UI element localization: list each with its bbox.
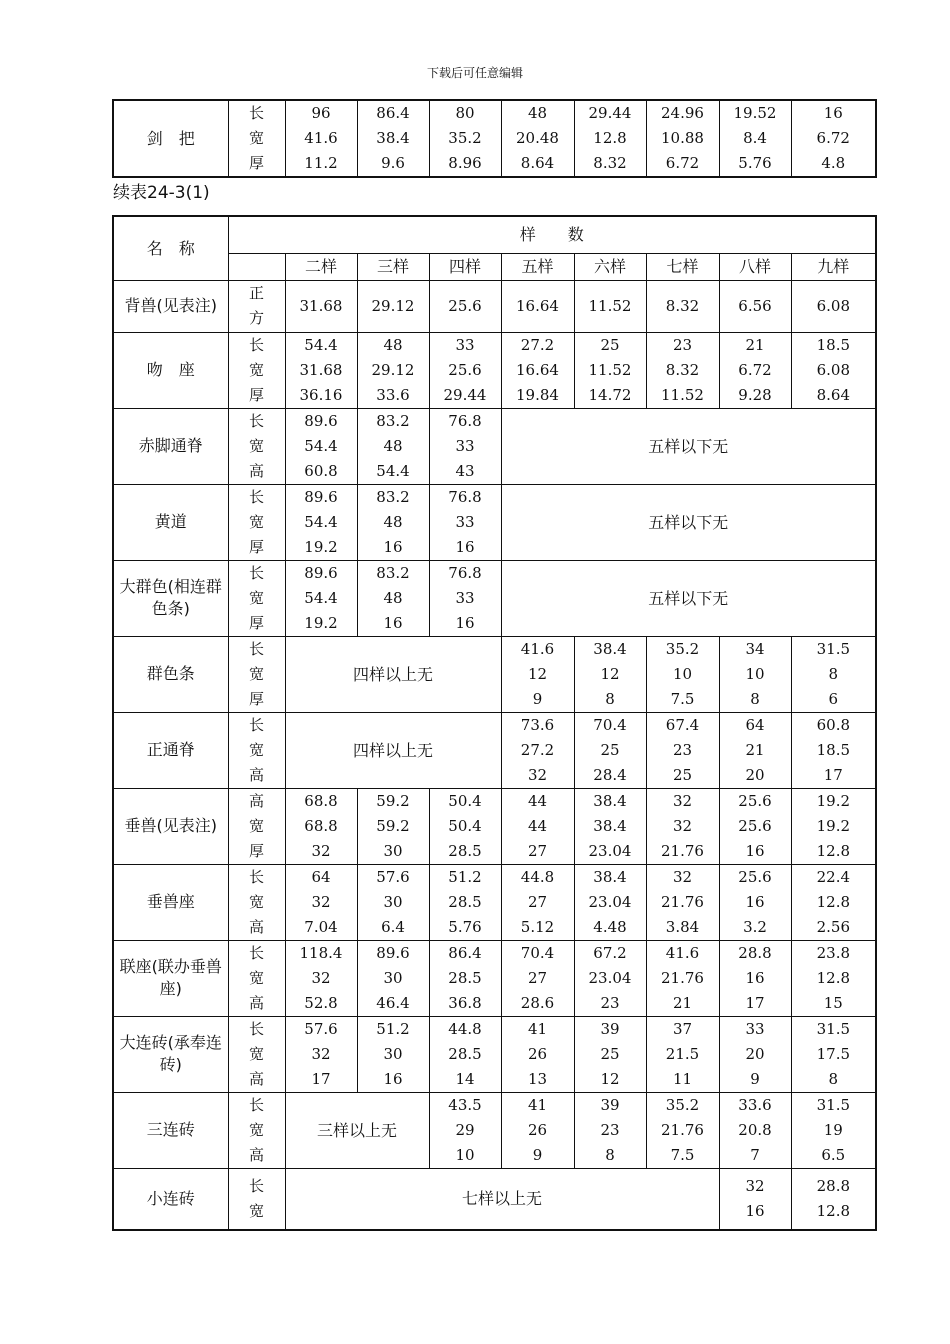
table-cell: 19.52 8.4 5.76	[719, 100, 791, 177]
row-name: 正通脊	[113, 712, 228, 788]
table-cell: 83.2 48 16	[357, 484, 429, 560]
table-row	[113, 332, 876, 408]
table-row	[113, 1168, 876, 1230]
table-cell: 64 21 20	[719, 712, 791, 788]
table-cell: 11.52	[574, 280, 646, 332]
table-cell: 48 29.12 33.6	[357, 332, 429, 408]
table-cell: 67.2 23.04 23	[574, 940, 646, 1016]
table-row	[113, 1092, 876, 1168]
table-cell: 43.5 29 10	[429, 1092, 501, 1168]
column-header: 八样	[719, 253, 791, 280]
row-name: 三连砖	[113, 1092, 228, 1168]
row-name: 剑 把	[113, 100, 228, 177]
table-cell: 23.8 12.8 15	[791, 940, 876, 1016]
table-cell: 68.8 68.8 32	[285, 788, 357, 864]
table-cell: 21 6.72 9.28	[719, 332, 791, 408]
table-cell: 32 21.76 3.84	[646, 864, 719, 940]
table-cell: 76.8 33 16	[429, 560, 501, 636]
table-row	[113, 280, 876, 332]
merged-note: 五样以下无	[501, 408, 876, 484]
table-cell: 76.8 33 16	[429, 484, 501, 560]
row-dims: 高 宽 厚	[228, 788, 285, 864]
column-header: 二样	[285, 253, 357, 280]
table-cell: 16.64	[501, 280, 574, 332]
table-cell: 31.5 19 6.5	[791, 1092, 876, 1168]
table-cell: 34 10 8	[719, 636, 791, 712]
table-cell: 25.6 25.6 16	[719, 788, 791, 864]
table-row	[113, 1016, 876, 1092]
group-header: 样 数	[228, 216, 876, 253]
table-cell: 50.4 50.4 28.5	[429, 788, 501, 864]
table-cell: 25 11.52 14.72	[574, 332, 646, 408]
table-caption: 续表24-3(1)	[113, 183, 210, 203]
row-dims: 长 宽 高	[228, 1092, 285, 1168]
row-name: 背兽(见表注)	[113, 280, 228, 332]
table-cell: 60.8 18.5 17	[791, 712, 876, 788]
table-cell: 31.68	[285, 280, 357, 332]
table-cell: 6.08	[791, 280, 876, 332]
table-cell: 48 20.48 8.64	[501, 100, 574, 177]
table-row	[113, 940, 876, 1016]
row-dims: 长 宽 高	[228, 1016, 285, 1092]
table-cell: 80 35.2 8.96	[429, 100, 501, 177]
table-cell: 35.2 21.76 7.5	[646, 1092, 719, 1168]
merged-note: 七样以上无	[285, 1168, 719, 1230]
table-cell: 73.6 27.2 32	[501, 712, 574, 788]
name-header: 名 称	[113, 216, 228, 280]
table-row	[113, 408, 876, 484]
table-cell: 29.12	[357, 280, 429, 332]
table-cell: 51.2 30 16	[357, 1016, 429, 1092]
row-dims: 长 宽 厚	[228, 560, 285, 636]
table-cell: 57.6 32 17	[285, 1016, 357, 1092]
table-cell: 18.5 6.08 8.64	[791, 332, 876, 408]
table-cell: 86.4 38.4 9.6	[357, 100, 429, 177]
table-cell: 83.2 48 16	[357, 560, 429, 636]
table-cell: 35.2 10 7.5	[646, 636, 719, 712]
row-name: 吻 座	[113, 332, 228, 408]
row-dims: 长 宽 厚	[228, 100, 285, 177]
table-row	[113, 484, 876, 560]
table-cell: 32 32 21.76	[646, 788, 719, 864]
table-cell: 41.6 12 9	[501, 636, 574, 712]
table-cell: 8.32	[646, 280, 719, 332]
table-cell: 70.4 25 28.4	[574, 712, 646, 788]
table-cell: 96 41.6 11.2	[285, 100, 357, 177]
column-header: 六样	[574, 253, 646, 280]
table-cell: 39 25 12	[574, 1016, 646, 1092]
row-name: 黄道	[113, 484, 228, 560]
table-cell: 22.4 12.8 2.56	[791, 864, 876, 940]
table-cell: 33 25.6 29.44	[429, 332, 501, 408]
table-cell: 54.4 31.68 36.16	[285, 332, 357, 408]
merged-note: 四样以上无	[285, 636, 501, 712]
table-cell: 31.5 8 6	[791, 636, 876, 712]
table-cell: 86.4 28.5 36.8	[429, 940, 501, 1016]
row-name: 小连砖	[113, 1168, 228, 1230]
row-dims: 长 宽 高	[228, 408, 285, 484]
table-cell: 39 23 8	[574, 1092, 646, 1168]
dimensions-table	[112, 215, 877, 1231]
merged-note: 三样以上无	[285, 1092, 429, 1168]
table-cell: 28.8 16 17	[719, 940, 791, 1016]
table-cell: 19.2 19.2 12.8	[791, 788, 876, 864]
table-row	[113, 864, 876, 940]
row-dims: 长 宽 厚	[228, 332, 285, 408]
table-cell: 27.2 16.64 19.84	[501, 332, 574, 408]
table-cell: 33 20 9	[719, 1016, 791, 1092]
table-cell: 76.8 33 43	[429, 408, 501, 484]
row-name: 联座(联办垂兽座)	[113, 940, 228, 1016]
table-cell: 38.4 38.4 23.04	[574, 788, 646, 864]
continuation-table	[112, 99, 877, 178]
table-cell: 59.2 59.2 30	[357, 788, 429, 864]
table-cell: 41.6 21.76 21	[646, 940, 719, 1016]
table-cell: 41 26 13	[501, 1016, 574, 1092]
table-cell: 51.2 28.5 5.76	[429, 864, 501, 940]
table-cell: 25.6	[429, 280, 501, 332]
row-dims: 长 宽 厚	[228, 636, 285, 712]
table-cell: 41 26 9	[501, 1092, 574, 1168]
table-cell: 89.6 54.4 60.8	[285, 408, 357, 484]
row-dims: 正 方	[228, 280, 285, 332]
table-cell: 67.4 23 25	[646, 712, 719, 788]
table-cell: 38.4 12 8	[574, 636, 646, 712]
row-name: 群色条	[113, 636, 228, 712]
blank-cell	[228, 253, 285, 280]
table-row	[113, 636, 876, 712]
column-header: 四样	[429, 253, 501, 280]
table-cell: 16 6.72 4.8	[791, 100, 876, 177]
table-cell: 89.6 54.4 19.2	[285, 484, 357, 560]
merged-note: 五样以下无	[501, 484, 876, 560]
row-dims: 长 宽 高	[228, 712, 285, 788]
table-cell: 24.96 10.88 6.72	[646, 100, 719, 177]
column-header: 三样	[357, 253, 429, 280]
page-header: 下载后可任意编辑	[426, 66, 523, 80]
row-dims: 长 宽	[228, 1168, 285, 1230]
table-cell: 37 21.5 11	[646, 1016, 719, 1092]
table-cell: 118.4 32 52.8	[285, 940, 357, 1016]
row-dims: 长 宽 高	[228, 864, 285, 940]
row-name: 垂兽(见表注)	[113, 788, 228, 864]
table-cell: 44 44 27	[501, 788, 574, 864]
row-name: 大群色(相连群色条)	[113, 560, 228, 636]
table-row	[113, 560, 876, 636]
table-cell: 83.2 48 54.4	[357, 408, 429, 484]
row-name: 大连砖(承奉连砖)	[113, 1016, 228, 1092]
table-cell: 89.6 54.4 19.2	[285, 560, 357, 636]
merged-note: 四样以上无	[285, 712, 501, 788]
table-cell: 31.5 17.5 8	[791, 1016, 876, 1092]
table-cell: 6.56	[719, 280, 791, 332]
table-cell: 44.8 27 5.12	[501, 864, 574, 940]
table-cell: 29.44 12.8 8.32	[574, 100, 646, 177]
column-header: 五样	[501, 253, 574, 280]
row-name: 赤脚通脊	[113, 408, 228, 484]
table-row	[113, 712, 876, 788]
column-header: 九样	[791, 253, 876, 280]
table-cell: 33.6 20.8 7	[719, 1092, 791, 1168]
table-cell: 70.4 27 28.6	[501, 940, 574, 1016]
column-header: 七样	[646, 253, 719, 280]
table-row	[113, 100, 876, 177]
table-cell: 28.8 12.8	[791, 1168, 876, 1230]
header-row	[113, 216, 876, 253]
table-cell: 32 16	[719, 1168, 791, 1230]
row-dims: 长 宽 厚	[228, 484, 285, 560]
header-row	[113, 253, 876, 280]
table-cell: 38.4 23.04 4.48	[574, 864, 646, 940]
table-cell: 25.6 16 3.2	[719, 864, 791, 940]
table-cell: 44.8 28.5 14	[429, 1016, 501, 1092]
merged-note: 五样以下无	[501, 560, 876, 636]
table-cell: 89.6 30 46.4	[357, 940, 429, 1016]
table-cell: 57.6 30 6.4	[357, 864, 429, 940]
row-name: 垂兽座	[113, 864, 228, 940]
row-dims: 长 宽 高	[228, 940, 285, 1016]
table-row	[113, 788, 876, 864]
table-cell: 23 8.32 11.52	[646, 332, 719, 408]
table-cell: 64 32 7.04	[285, 864, 357, 940]
